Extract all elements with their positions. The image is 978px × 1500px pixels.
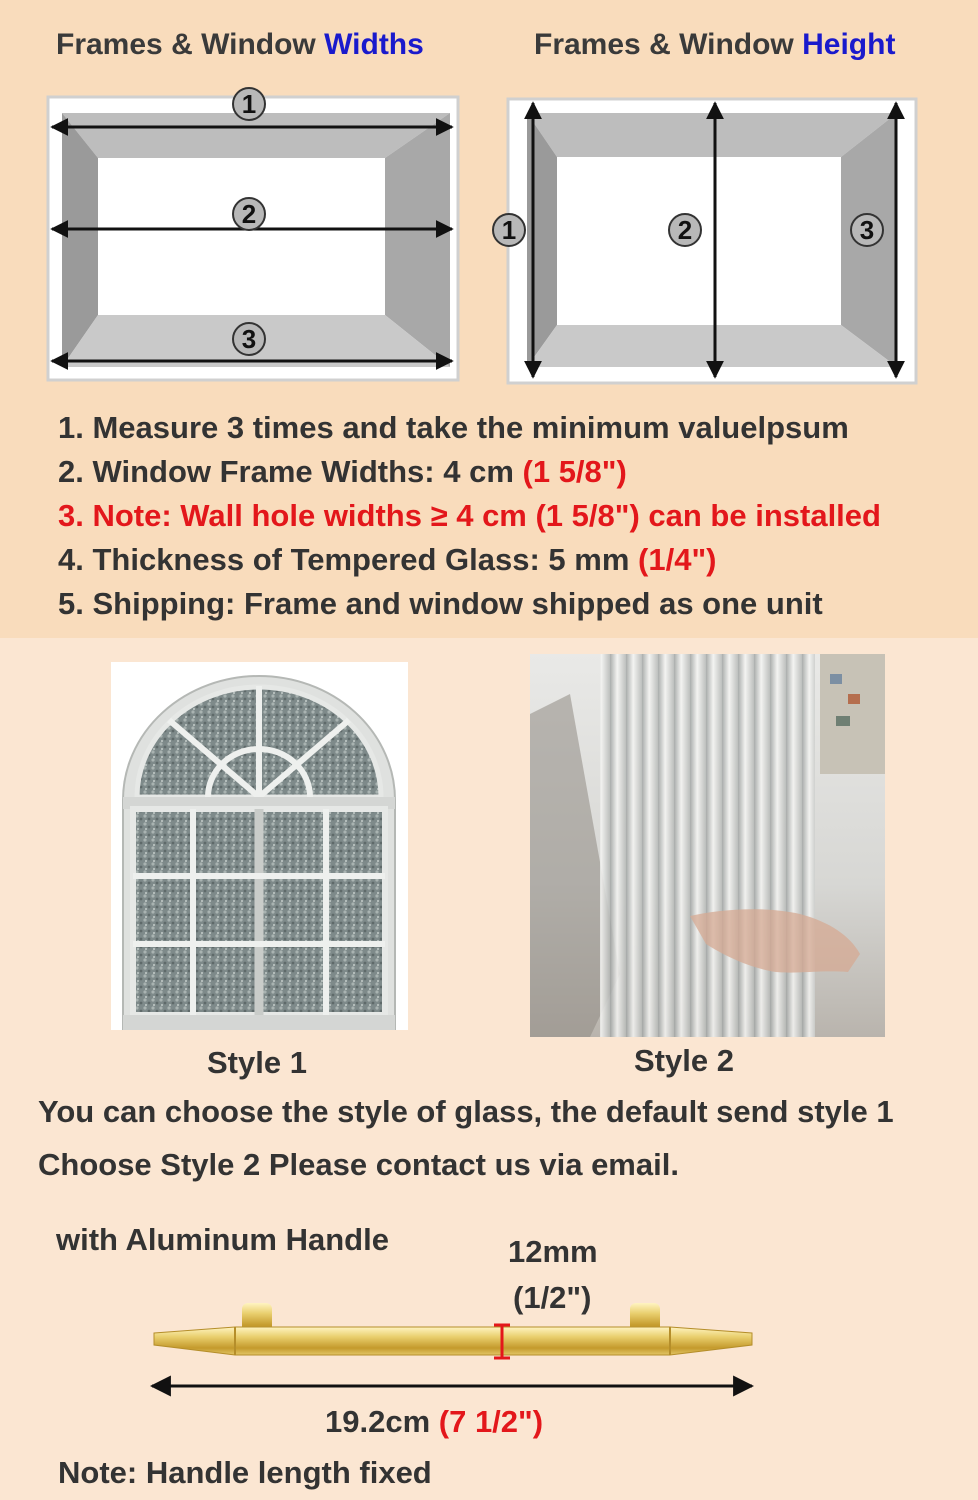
handle-length bbox=[325, 1404, 543, 1440]
style-2-glass-image bbox=[530, 654, 885, 1037]
height-marker-2: 2 bbox=[668, 213, 702, 247]
height-heading-prefix: Frames & Window bbox=[534, 28, 803, 61]
note-line-4-text: 4. Thickness of Tempered Glass: 5 mm bbox=[58, 542, 639, 577]
note-line-2 bbox=[58, 450, 958, 494]
width-marker-2: 2 bbox=[232, 197, 266, 231]
handle-diameter: 12mm bbox=[508, 1234, 598, 1269]
style-2-caption: Style 2 bbox=[634, 1043, 734, 1078]
handle-title: with Aluminum Handle bbox=[56, 1222, 389, 1257]
style-1-caption: Style 1 bbox=[207, 1045, 307, 1080]
handle-length-note: Note: Handle length fixed bbox=[58, 1455, 432, 1490]
width-marker-3: 3 bbox=[232, 322, 266, 356]
width-marker-1: 1 bbox=[232, 87, 266, 121]
measurement-notes bbox=[58, 406, 958, 626]
note-line-5: 5. Shipping: Frame and window shipped as one unit bbox=[58, 586, 823, 621]
style-2-contact-note: Choose Style 2 Please contact us via email. bbox=[38, 1147, 679, 1182]
widths-heading-prefix: Frames & Window bbox=[56, 28, 325, 61]
height-marker-3: 3 bbox=[850, 213, 884, 247]
frame-top-bevel bbox=[527, 113, 897, 157]
note-line-1: 1. Measure 3 times and take the minimum valuelpsum bbox=[58, 410, 849, 445]
handle-length-inch: (7 1/2") bbox=[438, 1404, 544, 1439]
style-1-window-image bbox=[111, 662, 408, 1030]
note-line-2-text: 2. Window Frame Widths: 4 cm bbox=[58, 454, 523, 489]
note-line-2-inch: (1 5/8") bbox=[522, 454, 627, 489]
aluminum-handle-diagram bbox=[140, 1285, 765, 1405]
height-heading bbox=[534, 28, 895, 62]
frame-bottom-bevel bbox=[527, 325, 897, 367]
window-opening bbox=[98, 158, 385, 315]
handle-length-cm: 19.2cm bbox=[325, 1404, 439, 1439]
frame-top-bevel bbox=[62, 113, 450, 158]
note-line-4-inch: (1/4") bbox=[638, 542, 717, 577]
height-heading-accent: Height bbox=[802, 28, 896, 61]
widths-heading-accent: Widths bbox=[324, 28, 424, 61]
handle-diameter-inch: (1/2") bbox=[513, 1280, 592, 1315]
height-marker-1: 1 bbox=[492, 213, 526, 247]
window-opening bbox=[557, 157, 841, 325]
note-line-3: 3. Note: Wall hole widths ≥ 4 cm (1 5/8") can be installed bbox=[58, 498, 881, 533]
note-line-4 bbox=[58, 538, 958, 582]
handle-bar bbox=[154, 1327, 752, 1355]
widths-heading bbox=[56, 28, 424, 62]
style-choice-note: You can choose the style of glass, the default send style 1 bbox=[38, 1094, 894, 1129]
